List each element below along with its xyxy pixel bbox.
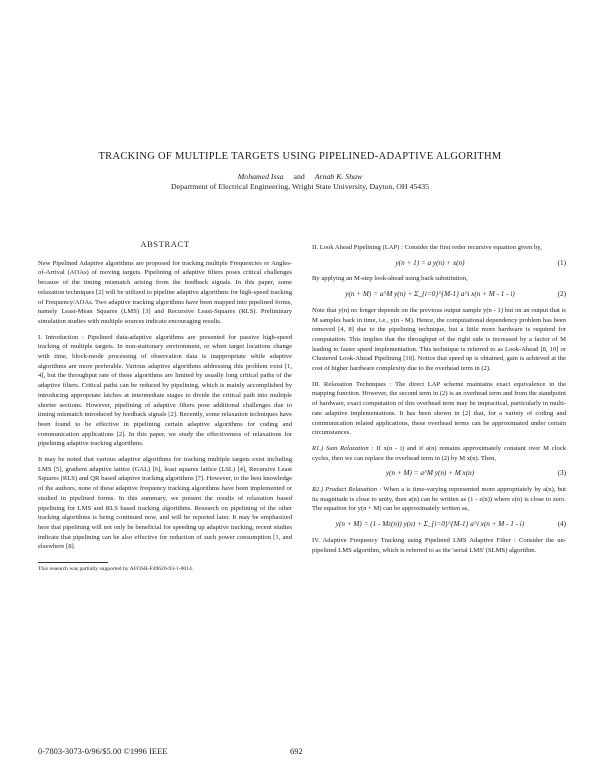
author-second: Arnab K. Shaw <box>314 172 363 181</box>
equation-1 <box>312 259 566 269</box>
footnote-rule <box>38 562 108 563</box>
equation-2 <box>312 290 566 300</box>
adaptive-text: Consider the un-pipelined LMS algorithm, which is referred to as the 'serial LMS' (SLMS) algorithm. <box>312 536 566 554</box>
footnote: This research was partially supported by AFOSR-F49620-93-1-0014. <box>38 566 194 573</box>
abstract-heading: ABSTRACT <box>140 239 190 249</box>
lookahead-between: By applying an M-step look-ahead using back substitution, <box>312 275 468 283</box>
paper-title: TRACKING OF MULTIPLE TARGETS USING PIPELINED-ADAPTIVE ALGORITHM <box>98 151 502 162</box>
equation-3-expr: y(n + M) = a^M y(n) + M x(n) <box>385 469 475 478</box>
equation-4 <box>312 520 566 530</box>
product-relaxation-text: When a is time-varying represented more appropriately by a(n), but its magnitude is close to unity, then a(n) can be written as (1 - ε(n)) where ε(n) is close to zero. The equation for y(n + M) can be approximately written as, <box>312 486 567 513</box>
equation-2-number: (2) <box>557 290 566 299</box>
equation-3-number: (3) <box>557 469 566 478</box>
relax-paragraph-2 <box>312 444 566 463</box>
sum-relaxation-label: R1.) Sum Relaxation : <box>312 444 374 452</box>
adaptive-paragraph <box>312 536 566 555</box>
equation-3 <box>312 469 566 479</box>
author-line <box>40 172 560 181</box>
sum-relaxation-text: If x(n - i) and if a(n) remains approximately constant over M clock cycles, then we can replace the overhead term in (2) by M x(n). Then, <box>312 444 567 462</box>
right-column <box>312 243 566 561</box>
lookahead-paragraph: Note that y(n) no longer depends on the previous output sample y(n - 1) but on an output that is M samples back in time, i.e., y(n - M). Hence, the computational dependency problem has been removed [4, 8] due to the pipelining technique, but a little more hardware is required for computation. This implies that the throughput of the right side is increased by a factor of M leading to faster speed implementation. This technique is referred to as Look-Ahead [8, 10] or Clustered Look-Ahead Pipelining [10]. Notice that speed up is obtained, gain is achieved at the cost of higher hardware complexity due to the overhead term in (2). <box>312 306 566 373</box>
relax-text-1: The direct LAP scheme maintains exact equivalence in the mapping function. However, the second term in (2) is an overhead term and from the standpoint of hardware, exact computation of this overhead term may be impractical, particularly in multi-rate adaptive implementations. It has been shown in [2] that, for a variety of coding and communication related applications, these overhead terms can be approximated under certain circumstances. <box>312 380 567 437</box>
intro-text-1: Pipelined data-adaptive algorithms are presented for passive high-speed tracking of multiple targets. In non-stationary environment, or when target locations change with time, block-mode processing of observation data is inappropriate while adaptive algorithms are more preferable. Various adaptive algorithms addressing this problem exist [1, 4], but the throughput rate of these algorithms are limited by usually long critical paths of the adaptive filters. Critical paths can be reduced by pipelining, which is mainly accomplished by introducing appropriate latches at intermediate stages to divide the critical path into multiple shorter sections. However, pipelining of adaptive filters pose additional challenges due to timing mismatch introduced by feedback signals [2]. Recently, some relaxation techniques have been found to be effective in pipelining certain adaptive algorithms for coding and communication applications [2]. In this paper, we study the effectiveness of relaxations for pipelining adaptive tracking algorithms. <box>38 333 292 448</box>
page-number: 692 <box>290 746 303 756</box>
author-and: and <box>293 172 305 181</box>
equation-4-expr: y(n + M) = (1 - Mε(n)) y(n) + Σ_{i=0}^{M-1} a^i x(n + M - 1 - i) <box>335 520 525 529</box>
left-column <box>38 240 292 574</box>
product-relaxation-label: R2.) Product Relaxation : <box>312 486 382 494</box>
copyright-line: 0-7803-3073-0/96/$5.00 ©1996 IEEE <box>38 746 168 756</box>
intro-paragraph-1 <box>38 333 292 449</box>
intro-paragraph-2: It may be noted that various adaptive algorithms for tracking multiple targets exist including LMS [5], gradient adaptive lattice (GAL) [6], least squares lattice (LSL) [4], Recursive Least Squares (RLS) and QR based adaptive tracking algorithms [7]. However, to the best knowledge of the authors, none of these adaptive frequency tracking algorithms have been implemented or studied in pipelined forms. In this summary, we present the results of relaxation based pipelining for LMS and RLS based tracking algorithms. Research on pipelining of the other tracking algorithms is being continued now, and will be reported later. It may be emphasized here that pipelining will not only be beneficial for speeding up adaptive tracking, recent studies indicate that pipelining can be also effective for reduction of such power consumption [1, and elsewhere [8]. <box>38 456 292 551</box>
lookahead-intro-text: Consider the first order recursive equation given by, <box>404 244 542 251</box>
equation-1-number: (1) <box>557 258 566 267</box>
author-first: Mohamed Issa <box>237 172 284 181</box>
relax-heading: III. Relaxation Techniques : <box>312 380 392 388</box>
relax-paragraph-3 <box>312 485 566 514</box>
lookahead-heading: II. Look Ahead Pipelining (LAP) : <box>312 244 403 251</box>
abstract-text: New Pipelined Adaptive algorithms are proposed for tracking multiple Frequencies or Angles-of-Arrival (AOAs) of moving targets. Pipelining of adaptive filters poses critical challenges because of the timing mismatch arising from the feedback signals. In this paper, some relaxation techniques [2] will be utilized to pipeline adaptive algorithms for high-speed tracking of Frequency/AOAs. Two adaptive tracking algorithms have been mapped into pipelined forms, namely Least-Mean Squares (LMS) [3] and Recursive Least-Squares (RLS). Preliminary simulation studies with multiple sources indicate encouraging results. <box>38 259 292 325</box>
relax-paragraph-1 <box>312 380 566 438</box>
intro-heading: I. Introduction : <box>38 333 84 341</box>
equation-1-expr: y(n + 1) = a y(n) + x(n) <box>395 258 465 267</box>
affiliation: Department of Electrical Engineering, Wright State University, Dayton, OH 45435 <box>171 182 429 191</box>
adaptive-heading: IV. Adaptive Frequency Tracking using Pipelined LMS Adaptive Filter : <box>312 536 516 544</box>
equation-4-number: (4) <box>557 520 566 529</box>
lookahead-intro <box>312 243 566 253</box>
equation-2-expr: y(n + M) = a^M y(n) + Σ_{i=0}^{M-1} a^i x(n + M - 1 - i) <box>345 290 515 299</box>
